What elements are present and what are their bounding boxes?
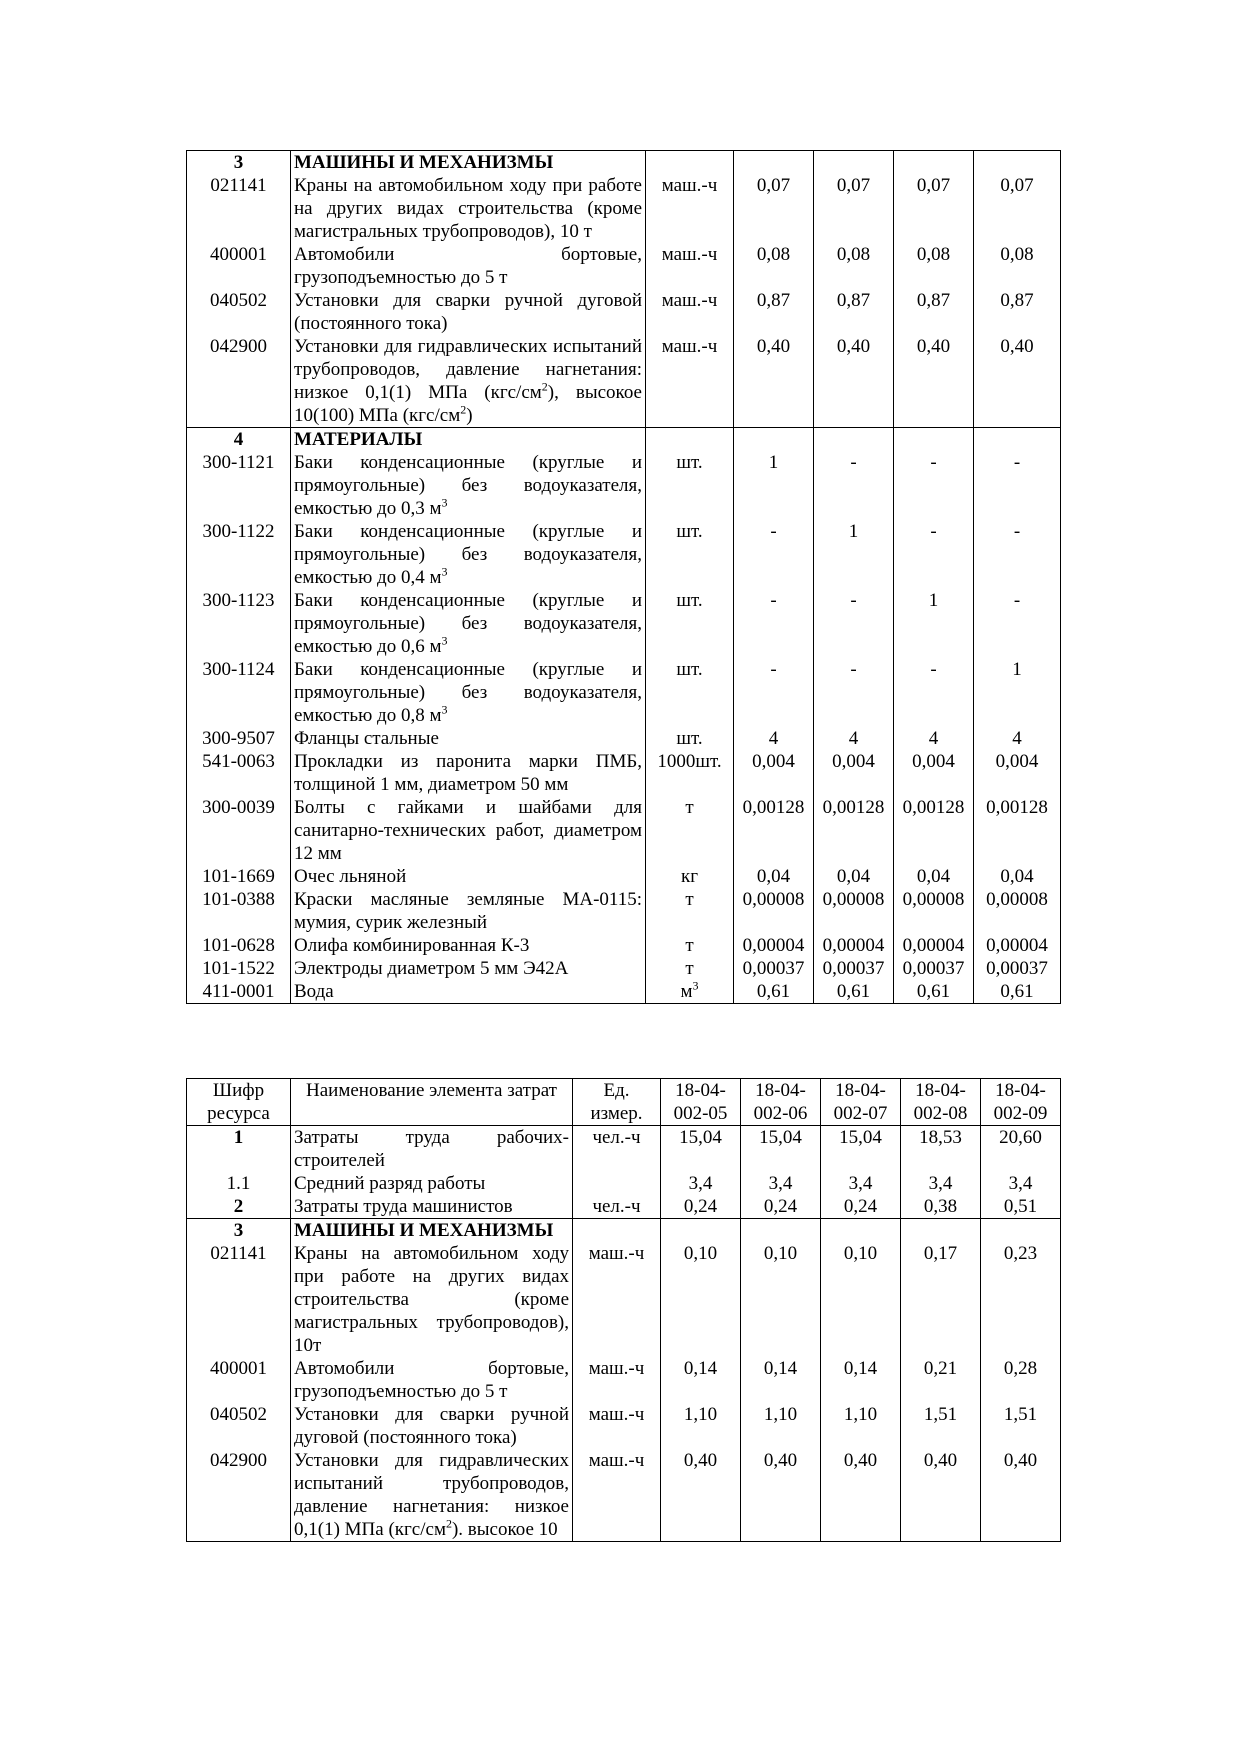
- table-row: [187, 451, 1061, 520]
- value-cell: 0,08: [814, 243, 894, 289]
- resource-code: 411-0001: [187, 980, 291, 1004]
- section-title: МАТЕРИАЛЫ: [291, 428, 646, 452]
- value-cell: 1: [734, 451, 814, 520]
- resource-name: Прокладки из паронита марки ПМБ, толщиной 1 мм, диаметром 50 мм: [291, 750, 646, 796]
- value-cell: 0,23: [981, 1242, 1061, 1357]
- resource-name: Очес льняной: [291, 865, 646, 888]
- resource-code: 1: [187, 1126, 291, 1173]
- value-cell: 15,04: [741, 1126, 821, 1173]
- value-cell: 0,07: [734, 174, 814, 243]
- value-cell: -: [734, 589, 814, 658]
- value-cell: 0,04: [734, 865, 814, 888]
- resource-table-continued: [186, 150, 1061, 1004]
- value-cell: 0,004: [974, 750, 1061, 796]
- unit-cell: шт.: [646, 727, 734, 750]
- unit-cell: т: [646, 957, 734, 980]
- value-cell: 0,00008: [894, 888, 974, 934]
- value-cell: 0,40: [821, 1449, 901, 1542]
- unit-cell: маш.-ч: [646, 243, 734, 289]
- value-cell: 0,00008: [814, 888, 894, 934]
- resource-code: 300-1124: [187, 658, 291, 727]
- value-cell: 3,4: [661, 1172, 741, 1195]
- value-cell: 0,40: [661, 1449, 741, 1542]
- resource-name: Автомобили бортовые, грузоподъемностью до 5 т: [291, 243, 646, 289]
- value-cell: 0,00037: [814, 957, 894, 980]
- resource-name: Средний разряд работы: [291, 1172, 573, 1195]
- header-norm-code: 18-04-002-07: [821, 1079, 901, 1126]
- resource-code: 1.1: [187, 1172, 291, 1195]
- value-cell: [894, 428, 974, 452]
- value-cell: 3,4: [821, 1172, 901, 1195]
- resource-name: Установки для сварки ручной дуговой (постоянного тока): [291, 289, 646, 335]
- table-row: [187, 934, 1061, 957]
- value-cell: 0,00128: [974, 796, 1061, 865]
- value-cell: -: [814, 658, 894, 727]
- text-part: Баки конденсационные (круглые и прямоугольные) без водоуказателя, емкостью до 0,3 м: [294, 452, 642, 519]
- value-cell: 0,51: [981, 1195, 1061, 1219]
- value-cell: 18,53: [901, 1126, 981, 1173]
- value-cell: 0,38: [901, 1195, 981, 1219]
- header-norm-code: 18-04-002-08: [901, 1079, 981, 1126]
- value-cell: 0,61: [974, 980, 1061, 1004]
- text-part: Установки для гидравлических испытаний трубопроводов, давление нагнетания: низкое 0,1(1) МПа (кгс/см: [294, 336, 642, 403]
- value-cell: 0,04: [814, 865, 894, 888]
- value-cell: 0,28: [981, 1357, 1061, 1403]
- unit-cell: маш.-ч: [646, 174, 734, 243]
- section-row: [187, 1219, 1061, 1243]
- value-cell: 0,40: [741, 1449, 821, 1542]
- resource-code: 400001: [187, 243, 291, 289]
- resource-code: 101-0628: [187, 934, 291, 957]
- resource-code: 300-1121: [187, 451, 291, 520]
- value-cell: 0,24: [821, 1195, 901, 1219]
- table-row: [187, 520, 1061, 589]
- unit-cell: шт.: [646, 451, 734, 520]
- value-cell: -: [974, 589, 1061, 658]
- value-cell: -: [894, 451, 974, 520]
- value-cell: [894, 151, 974, 175]
- resource-name: Олифа комбинированная К-3: [291, 934, 646, 957]
- unit-cell: маш.-ч: [573, 1357, 661, 1403]
- value-cell: -: [974, 451, 1061, 520]
- unit-cell: [573, 1172, 661, 1195]
- value-cell: 4: [734, 727, 814, 750]
- value-cell: 0,17: [901, 1242, 981, 1357]
- table-row: [187, 750, 1061, 796]
- table-row: [187, 1403, 1061, 1449]
- value-cell: 0,00037: [734, 957, 814, 980]
- unit-cell: маш.-ч: [573, 1403, 661, 1449]
- table-row: [187, 796, 1061, 865]
- resource-name: [291, 451, 646, 520]
- value-cell: 0,00128: [814, 796, 894, 865]
- resource-code: 101-1669: [187, 865, 291, 888]
- resource-name: [291, 520, 646, 589]
- resource-name: Электроды диаметром 5 мм Э42А: [291, 957, 646, 980]
- value-cell: 4: [894, 727, 974, 750]
- value-cell: -: [734, 658, 814, 727]
- text-part: Установки для гидравлических испытаний трубопроводов, давление нагнетания: низкое 0,1(1) МПа (кгс/см: [294, 1450, 569, 1540]
- value-cell: 0,10: [741, 1242, 821, 1357]
- resource-code: 541-0063: [187, 750, 291, 796]
- value-cell: 1,10: [741, 1403, 821, 1449]
- unit-cell: чел.-ч: [573, 1195, 661, 1219]
- value-cell: 4: [814, 727, 894, 750]
- text-part: Баки конденсационные (круглые и прямоугольные) без водоуказателя, емкостью до 0,4 м: [294, 521, 642, 588]
- superscript: 2: [445, 1516, 452, 1531]
- value-cell: 3,4: [901, 1172, 981, 1195]
- resource-name: Автомобили бортовые, грузоподъемностью до 5 т: [291, 1357, 573, 1403]
- text-part: Баки конденсационные (круглые и прямоугольные) без водоуказателя, емкостью до 0,8 м: [294, 659, 642, 726]
- resource-code: 042900: [187, 1449, 291, 1542]
- unit-cell: маш.-ч: [573, 1242, 661, 1357]
- value-cell: [814, 151, 894, 175]
- resource-code: 101-0388: [187, 888, 291, 934]
- value-cell: 0,004: [734, 750, 814, 796]
- unit-cell: маш.-ч: [646, 335, 734, 428]
- value-cell: 0,21: [901, 1357, 981, 1403]
- section-title: МАШИНЫ И МЕХАНИЗМЫ: [291, 151, 646, 175]
- table-row: [187, 727, 1061, 750]
- resource-code: 101-1522: [187, 957, 291, 980]
- value-cell: -: [974, 520, 1061, 589]
- resource-name: Краны на автомобильном ходу при работе на других видах строительства (кроме магистральных трубопроводов), 10т: [291, 1242, 573, 1357]
- unit-cell: т: [646, 934, 734, 957]
- value-cell: 0,00008: [974, 888, 1061, 934]
- unit-cell: шт.: [646, 589, 734, 658]
- value-cell: 0,40: [981, 1449, 1061, 1542]
- value-cell: 0,61: [814, 980, 894, 1004]
- superscript: 3: [441, 702, 448, 717]
- table-row: [187, 335, 1061, 428]
- resource-name: Затраты труда рабочих-строителей: [291, 1126, 573, 1173]
- value-cell: [974, 428, 1061, 452]
- value-cell: 0,00128: [734, 796, 814, 865]
- header-name: Наименование элемента затрат: [291, 1079, 573, 1126]
- text-part: ). высокое 10: [451, 1519, 558, 1540]
- header-norm-code: 18-04-002-05: [661, 1079, 741, 1126]
- value-cell: 3,4: [741, 1172, 821, 1195]
- value-cell: -: [814, 451, 894, 520]
- value-cell: -: [894, 520, 974, 589]
- unit-cell: кг: [646, 865, 734, 888]
- resource-name: [291, 658, 646, 727]
- text-part: Баки конденсационные (круглые и прямоугольные) без водоуказателя, емкостью до 0,6 м: [294, 590, 642, 657]
- value-cell: 0,40: [901, 1449, 981, 1542]
- table-row: [187, 289, 1061, 335]
- value-cell: 0,14: [661, 1357, 741, 1403]
- superscript: 3: [441, 564, 448, 579]
- value-cell: [734, 428, 814, 452]
- value-cell: 0,004: [814, 750, 894, 796]
- table-row: [187, 243, 1061, 289]
- value-cell: [981, 1219, 1061, 1243]
- resource-name: Краски масляные земляные МА-0115: мумия, сурик железный: [291, 888, 646, 934]
- section-row: [187, 151, 1061, 175]
- value-cell: 0,40: [814, 335, 894, 428]
- value-cell: 0,40: [894, 335, 974, 428]
- superscript: 2: [460, 402, 467, 417]
- resource-name: Затраты труда машинистов: [291, 1195, 573, 1219]
- unit-cell: т: [646, 796, 734, 865]
- section-row: [187, 428, 1061, 452]
- superscript: 3: [692, 978, 699, 993]
- value-cell: 0,07: [814, 174, 894, 243]
- value-cell: 15,04: [821, 1126, 901, 1173]
- value-cell: 0,08: [974, 243, 1061, 289]
- value-cell: 20,60: [981, 1126, 1061, 1173]
- resource-code: 300-0039: [187, 796, 291, 865]
- superscript: 3: [441, 633, 448, 648]
- table-row: [187, 174, 1061, 243]
- table-row: [187, 1357, 1061, 1403]
- resource-code: 042900: [187, 335, 291, 428]
- table-row: [187, 1172, 1061, 1195]
- value-cell: 0,24: [661, 1195, 741, 1219]
- superscript: 2: [541, 379, 548, 394]
- section-code: 4: [187, 428, 291, 452]
- value-cell: 0,87: [734, 289, 814, 335]
- resource-code: 040502: [187, 289, 291, 335]
- value-cell: 0,00037: [894, 957, 974, 980]
- value-cell: 0,00004: [894, 934, 974, 957]
- value-cell: 0,87: [894, 289, 974, 335]
- text-part: ): [466, 405, 473, 426]
- value-cell: 0,10: [661, 1242, 741, 1357]
- unit-cell: 1000шт.: [646, 750, 734, 796]
- value-cell: 1,51: [981, 1403, 1061, 1449]
- unit-cell: [573, 1219, 661, 1243]
- value-cell: 0,08: [734, 243, 814, 289]
- table-row: [187, 589, 1061, 658]
- value-cell: [814, 428, 894, 452]
- value-cell: 0,004: [894, 750, 974, 796]
- value-cell: 3,4: [981, 1172, 1061, 1195]
- resource-name: [291, 1449, 573, 1542]
- table-row: [187, 980, 1061, 1004]
- unit-cell: шт.: [646, 520, 734, 589]
- resource-name: Фланцы стальные: [291, 727, 646, 750]
- table-row: [187, 1242, 1061, 1357]
- value-cell: 15,04: [661, 1126, 741, 1173]
- resource-code: 021141: [187, 174, 291, 243]
- value-cell: 0,00004: [814, 934, 894, 957]
- table-row: [187, 957, 1061, 980]
- value-cell: 1,10: [661, 1403, 741, 1449]
- value-cell: 4: [974, 727, 1061, 750]
- resource-code: 300-1122: [187, 520, 291, 589]
- resource-name: Краны на автомобильном ходу при работе на других видах строительства (кроме магистральных трубопроводов), 10 т: [291, 174, 646, 243]
- value-cell: 0,00128: [894, 796, 974, 865]
- value-cell: 0,61: [894, 980, 974, 1004]
- resource-code: 040502: [187, 1403, 291, 1449]
- value-cell: 0,24: [741, 1195, 821, 1219]
- header-row: [187, 1079, 1061, 1126]
- resource-name: Установки для сварки ручной дуговой (постоянного тока): [291, 1403, 573, 1449]
- resource-name: [291, 589, 646, 658]
- unit-cell: т: [646, 888, 734, 934]
- value-cell: 0,04: [974, 865, 1061, 888]
- table-row: [187, 865, 1061, 888]
- table-row: [187, 888, 1061, 934]
- text-part: ), высокое 10(100) МПа (кгс/см: [294, 382, 642, 426]
- table-row: [187, 1126, 1061, 1173]
- value-cell: 0,04: [894, 865, 974, 888]
- value-cell: 0,40: [734, 335, 814, 428]
- header-unit: Ед. измер.: [573, 1079, 661, 1126]
- value-cell: 0,14: [821, 1357, 901, 1403]
- value-cell: -: [894, 658, 974, 727]
- unit-cell: шт.: [646, 658, 734, 727]
- value-cell: [741, 1219, 821, 1243]
- value-cell: 0,07: [974, 174, 1061, 243]
- section-code: 3: [187, 1219, 291, 1243]
- resource-name: Вода: [291, 980, 646, 1004]
- unit-cell: маш.-ч: [573, 1449, 661, 1542]
- resource-table: [186, 1078, 1061, 1542]
- section-code: 3: [187, 151, 291, 175]
- value-cell: 0,00037: [974, 957, 1061, 980]
- superscript: 3: [441, 495, 448, 510]
- header-norm-code: 18-04-002-09: [981, 1079, 1061, 1126]
- resource-code: 300-9507: [187, 727, 291, 750]
- unit-cell: [646, 428, 734, 452]
- unit-cell: [646, 151, 734, 175]
- table-row: [187, 1449, 1061, 1542]
- value-cell: 0,10: [821, 1242, 901, 1357]
- resource-code: 021141: [187, 1242, 291, 1357]
- value-cell: [734, 151, 814, 175]
- value-cell: [821, 1219, 901, 1243]
- header-code: Шифр ресурса: [187, 1079, 291, 1126]
- value-cell: 0,00008: [734, 888, 814, 934]
- value-cell: 0,08: [894, 243, 974, 289]
- resource-name: [291, 335, 646, 428]
- value-cell: 0,14: [741, 1357, 821, 1403]
- unit-cell: [646, 980, 734, 1004]
- value-cell: 0,00004: [974, 934, 1061, 957]
- value-cell: 0,00004: [734, 934, 814, 957]
- value-cell: 1,10: [821, 1403, 901, 1449]
- value-cell: [901, 1219, 981, 1243]
- value-cell: 1,51: [901, 1403, 981, 1449]
- resource-name: Болты с гайками и шайбами для санитарно-технических работ, диаметром 12 мм: [291, 796, 646, 865]
- value-cell: -: [814, 589, 894, 658]
- value-cell: 0,87: [814, 289, 894, 335]
- value-cell: [661, 1219, 741, 1243]
- unit-cell: маш.-ч: [646, 289, 734, 335]
- value-cell: 1: [974, 658, 1061, 727]
- unit-cell: чел.-ч: [573, 1126, 661, 1173]
- table-row: [187, 1195, 1061, 1219]
- resource-code: 300-1123: [187, 589, 291, 658]
- value-cell: 0,40: [974, 335, 1061, 428]
- header-norm-code: 18-04-002-06: [741, 1079, 821, 1126]
- value-cell: 0,07: [894, 174, 974, 243]
- value-cell: 1: [894, 589, 974, 658]
- resource-code: 2: [187, 1195, 291, 1219]
- value-cell: -: [734, 520, 814, 589]
- value-cell: 0,87: [974, 289, 1061, 335]
- value-cell: 1: [814, 520, 894, 589]
- table-row: [187, 658, 1061, 727]
- text-part: м: [680, 981, 693, 1002]
- value-cell: 0,61: [734, 980, 814, 1004]
- value-cell: [974, 151, 1061, 175]
- section-title: МАШИНЫ И МЕХАНИЗМЫ: [291, 1219, 573, 1243]
- resource-code: 400001: [187, 1357, 291, 1403]
